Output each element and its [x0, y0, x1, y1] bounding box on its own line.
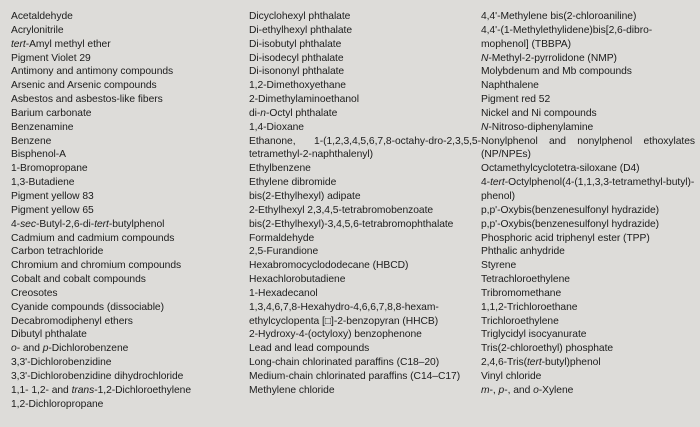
- chemical-entry: Arsenic and Arsenic compounds: [11, 80, 157, 92]
- chemical-entry: 1,3-Butadiene: [11, 177, 75, 189]
- chemical-entry: Medium-chain chlorinated paraffins (C14–C17): [249, 370, 461, 382]
- chemical-entry: di-n-Octyl phthalate: [249, 107, 338, 119]
- chemical-entry: Pigment red 52: [481, 94, 551, 106]
- chemical-entry: Nickel and Ni compounds: [481, 107, 597, 119]
- chemical-entry: Pigment Violet 29: [11, 52, 91, 64]
- chemical-entry: 3,3'-Dichlorobenzidine: [11, 357, 112, 369]
- chemical-entry: 1,4-Dioxane: [249, 121, 304, 133]
- chemical-entry: 4,4'-(1-Methylethylidene)bis[2,6-dibro-mophenol] (TBBPA): [481, 24, 653, 50]
- chemical-entry: N-Methyl-2-pyrrolidone (NMP): [481, 52, 617, 64]
- chemical-entry: Acrylonitrile: [11, 24, 64, 36]
- chemical-entry: 4,4'-Methylene bis(2-chloroaniline): [481, 11, 637, 22]
- chemical-entry: Methylene chloride: [249, 384, 335, 396]
- chemical-entry: p,p'-Oxybis(benzenesulfonyl hydrazide): [481, 204, 660, 216]
- chemical-entry: 2-Ethylhexyl 2,3,4,5-tetrabromobenzoate: [249, 204, 434, 216]
- chemical-entry: Asbestos and asbestos-like fibers: [11, 94, 163, 106]
- chemical-entry: 1-Bromopropane: [11, 163, 88, 175]
- chemical-entry: Phosphoric acid triphenyl ester (TPP): [481, 232, 650, 244]
- column-1: [11, 10, 236, 411]
- chemical-entry: Di-isononyl phthalate: [249, 66, 345, 78]
- chemical-entry: Benzenamine: [11, 121, 74, 133]
- chemical-entry: Ethanone, 1-(1,2,3,4,5,6,7,8-octahy-dro-2,3,5,5-tetramethyl-2-naphthalenyl): [249, 135, 481, 161]
- chemical-entry: Di-ethylhexyl phthalate: [249, 24, 353, 36]
- chemical-entry: N-Nitroso-diphenylamine: [481, 121, 594, 133]
- column-3: [481, 10, 695, 398]
- chemical-entry: Triglycidyl isocyanurate: [481, 329, 587, 341]
- chemical-entry: Di-isodecyl phthalate: [249, 52, 344, 64]
- chemical-entry: Carbon tetrachloride: [11, 246, 104, 258]
- chemical-entry: Bisphenol-A: [11, 149, 66, 161]
- chemical-entry: Lead and lead compounds: [249, 343, 370, 355]
- chemical-entry: 1,3,4,6,7,8-Hexahydro-4,6,6,7,8,8-hexam-ethylcyclopenta [□]-2-benzopyran (HHCB): [249, 301, 439, 327]
- chemical-entry: tert-Amyl methyl ether: [11, 38, 111, 50]
- chemical-entry: Naphthalene: [481, 80, 539, 92]
- chemical-entry: bis(2-Ethylhexyl)-3,4,5,6-tetrabromophthalate: [249, 218, 454, 230]
- chemical-entry: bis(2-Ethylhexyl) adipate: [249, 190, 361, 202]
- chemical-entry: 2-Dimethylaminoethanol: [249, 94, 359, 106]
- chemical-entry: Creosotes: [11, 287, 58, 299]
- chemical-entry: Chromium and chromium compounds: [11, 260, 182, 272]
- chemical-entry: Ethylene dibromide: [249, 177, 337, 189]
- chemical-entry: 4-sec-Butyl-2,6-di-tert-butylphenol: [11, 218, 165, 230]
- chemical-entry: 1,1- 1,2- and trans-1,2-Dichloroethylene: [11, 384, 192, 396]
- chemical-entry: 1-Hexadecanol: [249, 287, 318, 299]
- chemical-entry: Barium carbonate: [11, 107, 92, 119]
- chemical-entry: 1,2-Dichloropropane: [11, 398, 104, 410]
- chemical-entry: Hexabromocyclododecane (HBCD): [249, 260, 409, 272]
- chemical-entry: Cobalt and cobalt compounds: [11, 274, 146, 286]
- chemical-entry: Phthalic anhydride: [481, 246, 565, 258]
- chemical-entry: Dibutyl phthalate: [11, 329, 87, 341]
- chemical-entry: Pigment yellow 65: [11, 204, 94, 216]
- chemical-entry: 3,3'-Dichlorobenzidine dihydrochloride: [11, 370, 184, 382]
- chemical-entry: m-, p-, and o-Xylene: [481, 384, 574, 396]
- chemical-entry: Nonylphenol and nonylphenol ethoxylates (NP/NPEs): [481, 135, 695, 161]
- chemical-entry: Pigment yellow 83: [11, 190, 94, 202]
- chemical-entry: Formaldehyde: [249, 232, 315, 244]
- chemical-entry: Molybdenum and Mb compounds: [481, 66, 632, 78]
- chemical-entry: 1,1,2-Trichloroethane: [481, 301, 578, 313]
- chemical-entry: 4-tert-Octylphenol(4-(1,1,3,3-tetramethyl-butyl)-phenol): [481, 177, 695, 202]
- chemical-entry: Long-chain chlorinated paraffins (C18–20): [249, 357, 440, 369]
- column-2: [249, 10, 481, 398]
- chemical-entry: Benzene: [11, 135, 52, 147]
- chemical-entry: Cyanide compounds (dissociable): [11, 301, 164, 313]
- chemical-entry: o- and p-Dichlorobenzene: [11, 343, 129, 355]
- chemical-entry: 1,2-Dimethoxyethane: [249, 80, 346, 92]
- chemical-entry: Acetaldehyde: [11, 11, 73, 22]
- chemical-entry: p,p'-Oxybis(benzenesulfonyl hydrazide): [481, 218, 660, 230]
- chemical-entry: Cadmium and cadmium compounds: [11, 232, 175, 244]
- chemical-entry: Styrene: [481, 260, 517, 272]
- chemical-entry: 2,4,6-Tris(tert-butyl)phenol: [481, 357, 601, 369]
- chemical-entry: Octamethylcyclotetra-siloxane (D4): [481, 163, 640, 175]
- chemical-entry: Hexachlorobutadiene: [249, 274, 346, 286]
- chemical-entry: Ethylbenzene: [249, 163, 311, 175]
- chemical-entry: Trichloroethylene: [481, 315, 559, 327]
- chemical-entry: Dicyclohexyl phthalate: [249, 11, 351, 22]
- chemical-entry: Di-isobutyl phthalate: [249, 38, 342, 50]
- chemical-entry: 2-Hydroxy-4-(octyloxy) benzophenone: [249, 329, 422, 341]
- chemical-entry: Tris(2-chloroethyl) phosphate: [481, 343, 614, 355]
- chemical-entry: Antimony and antimony compounds: [11, 66, 174, 78]
- chemical-entry: 2,5-Furandione: [249, 246, 319, 258]
- chemical-entry: Tetrachloroethylene: [481, 274, 570, 286]
- chemical-entry: Decabromodiphenyl ethers: [11, 315, 133, 327]
- chemical-entry: Tribromomethane: [481, 287, 562, 299]
- chemical-entry: Vinyl chloride: [481, 370, 542, 382]
